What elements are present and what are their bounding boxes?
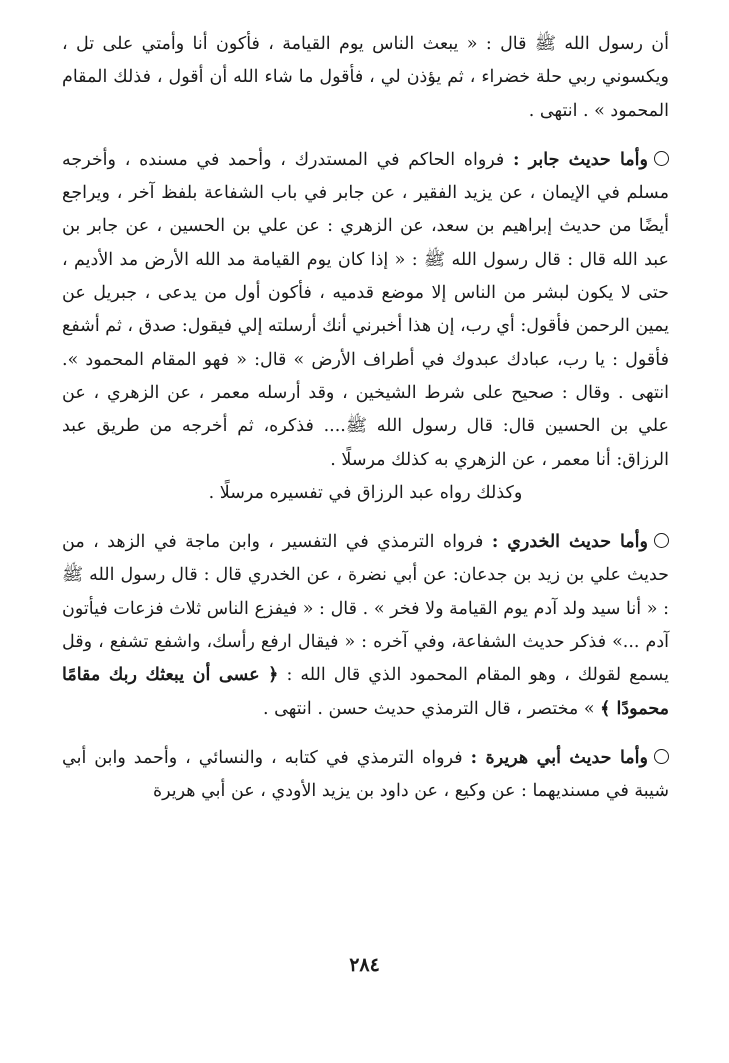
jabir-body: فرواه الحاكم في المستدرك ، وأحمد في مسنده ، وأخرجه مسلم في الإيمان ، عن يزيد الفقير ، عن جابر في باب الشفاعة بلفظ آخر ، ويراجع أيضًا من حديث إبراهيم بن سعد، عن الزهري : عن علي بن الحسين ، عن جابر بن عبد الله قال : قال رسول الله ﷺ : « إذا كان يوم القيامة مد الله الأرض مد الأديم ، حتى لا يكون لبشر من الناس إلا موضع قدميه ، فأكون أول من يدعى ، جبريل عن يمين الرحمن فأقول: أي رب، إن هذا أخبرني أنك أرسلته إلي فيقول: صدق ، ثم أشفع فأقول : يا رب، عبادك عبدوك في أطراف الأرض » قال: « فهو المقام المحمود ». انتهى . وقال : صحيح على شرط الشيخين ، وقد أرسله معمر ، عن الزهري ، عن علي بن الحسين قال: قال رسول الله ﷺ.... فذكره، ثم أخرجه من طريق عبد الرزاق: أنا معمر ، عن الزهري به كذلك مرسلًا . (62, 149, 669, 470)
abd-razzaq-line: وكذلك رواه عبد الرزاق في تفسيره مرسلًا . (208, 482, 523, 503)
page-body (62, 28, 669, 809)
section-circle-icon (654, 151, 669, 166)
page-number: ٢٨٤ (349, 954, 380, 976)
heading-hurayra: وأما حديث أبي هريرة : (470, 747, 648, 768)
heading-khudri: وأما حديث الخدري : (491, 532, 648, 553)
paragraph-hurayra (62, 742, 669, 809)
khudri-body: فرواه الترمذي في التفسير ، وابن ماجة في الزهد ، من حديث علي بن زيد بن جدعان: عن أبي نضرة ، عن الخدري قال : قال رسول الله ﷺ : « أنا سيد ولد آدم يوم القيامة ولا فخر » . قال : « فيفزع الناس ثلاث فزعات فيأتون آدم ...» فذكر حديث الشفاعة، وفي آخره : « فيقال ارفع رأسك، واشفع تشفع ، وقل يسمع لقولك ، وهو المقام المحمود الذي قال الله : (62, 532, 670, 686)
khudri-body-end: » مختصر ، قال الترمذي حديث حسن . انتهى . (262, 698, 595, 719)
section-circle-icon (654, 533, 669, 548)
paragraph-khudri (62, 526, 669, 726)
quran-verse: ﴿ عسى أن يبعثك ربك مقامًا محمودًا ﴾ (62, 665, 669, 719)
paragraph-jabir (62, 144, 669, 477)
section-circle-icon (654, 749, 669, 764)
paragraph-1: أن رسول الله ﷺ قال : « يبعث الناس يوم القيامة ، فأكون أنا وأمتي على تل ، ويكسوني ربي حلة خضراء ، ثم يؤذن لي ، فأقول ما شاء الله أن أقول ، فذلك المقام المحمود » . انتهى . (62, 34, 669, 121)
hurayra-body: فرواه الترمذي في كتابه ، والنسائي ، وأحمد وابن أبي شيبة في مسنديهما : عن وكيع ، عن داود بن يزيد الأودي ، عن أبي هريرة (62, 747, 669, 802)
heading-jabir: وأما حديث جابر : (513, 149, 648, 170)
